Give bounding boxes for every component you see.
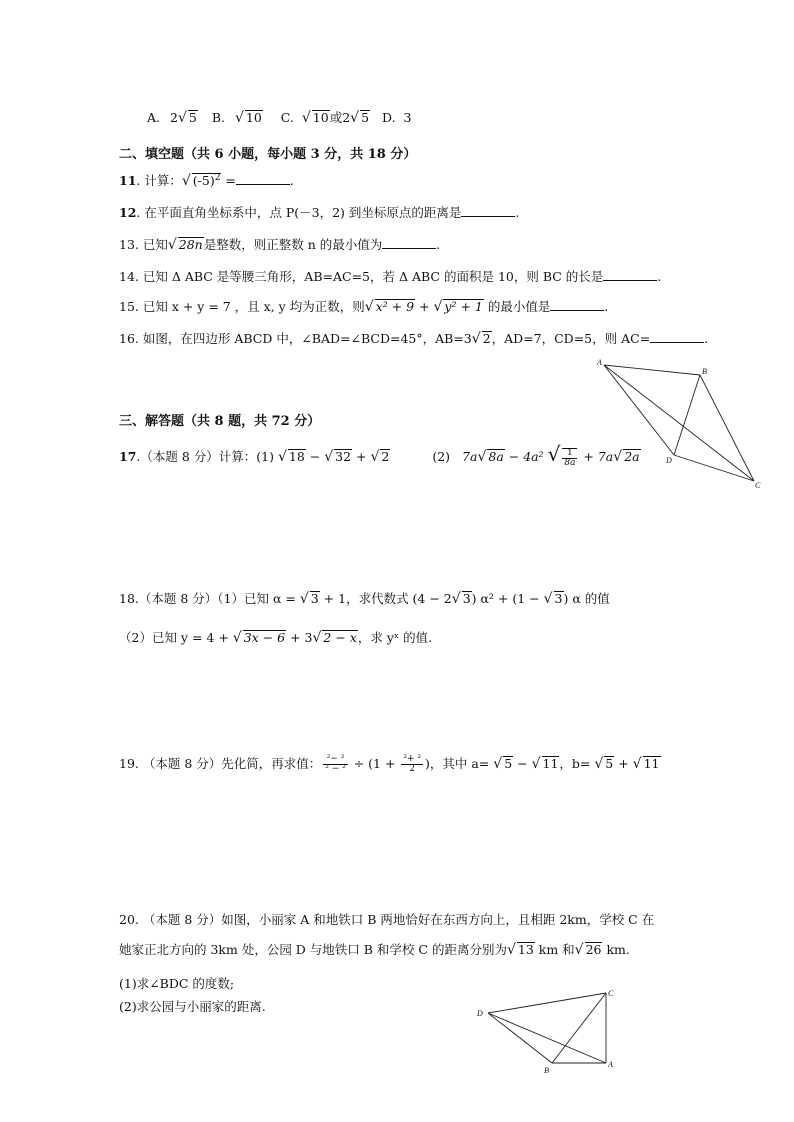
label-c: C: [755, 481, 761, 490]
question-17: 17.（本题 8 分）计算：(1) √ 18 − √ 32 + √ 2 (2) 7a√ 8a − 4a² √ $\frac{1}{8a}$ + 7a√ 2a: [119, 442, 640, 468]
question-12: 12. 在平面直角坐标系中，点 P(－3，2) 到坐标原点的距离是 .: [119, 205, 520, 220]
segment-dc: [488, 993, 606, 1013]
label-c: C: [608, 989, 614, 998]
segment-bc: [700, 375, 754, 481]
segment-da: [488, 1013, 606, 1063]
label-a: A: [608, 1060, 613, 1069]
segment-bd: [674, 375, 700, 455]
question-19: 19. （本题 8 分）先化简，再求值： $\frac{\text{²− ²}}{\text{² − ²}}$ ÷ (1 + $\frac{\text{²+ ²}}{2}$ )，其中 a= √ 5 − √ 11，b= √ 5 + √ 11: [119, 754, 660, 774]
question-11: 11. 计算：√ $(-5)^2$ = .: [119, 172, 294, 189]
section-3-title: 三、解答题（共 8 题，共 72 分）: [119, 414, 321, 429]
figure-quadrilateral-abcd: [592, 355, 764, 490]
segment-ab: [604, 365, 700, 375]
question-18-part-1: 18.（本题 8 分）（1）已知 α = √ 3 + 1，求代数式 (4 − 2√ 3) α² + (1 − √ 3) α 的值: [119, 591, 610, 607]
question-14: 14. 已知 Δ ABC 是等腰三角形，AB=AC=5，若 Δ ABC 的面积是 10，则 BC 的长是 .: [119, 269, 662, 284]
question-15: 15. 已知 x + y = 7 ，且 x, y 均为正数，则√ x² + 9 + √ y² + 1 的最小值是 .: [119, 299, 609, 315]
question-18-part-2: （2）已知 y = 4 + √ 3x − 6 + 3√ 2 − x，求 yˣ 的值.: [119, 630, 433, 646]
section-2-title: 二、填空题（共 6 小题，每小题 3 分，共 18 分）: [119, 147, 417, 162]
segment-bc: [552, 993, 606, 1063]
question-20-line-2: 她家正北方向的 3km 处，公园 D 与地铁口 B 和学校 C 的距离分别为√ 13 km 和√ 26 km.: [119, 942, 630, 958]
question-20-line-1: 20. （本题 8 分）如图，小丽家 A 和地铁口 B 两地恰好在东西方向上，且相距 2km，学校 C 在: [119, 912, 655, 927]
label-b: B: [544, 1066, 549, 1075]
choice-options: A. 2√ 5 B. √ 10 C. √ 10或2√ 5 D. 3: [147, 110, 412, 126]
label-b: B: [702, 367, 707, 376]
question-20-part-1: (1)求∠BDC 的度数;: [119, 976, 235, 991]
label-d: D: [477, 1009, 483, 1018]
label-a: A: [597, 358, 602, 367]
question-20-part-2: (2)求公园与小丽家的距离.: [119, 999, 266, 1014]
label-d: D: [666, 456, 672, 465]
segment-cd: [674, 455, 754, 481]
question-13: 13. 已知√ 28n是整数，则正整数 n 的最小值为 .: [119, 237, 441, 253]
figure-map-abcd: [470, 984, 630, 1080]
question-16: 16. 如图，在四边形 ABCD 中，∠BAD=∠BCD=45°，AB=3√ 2，AD=7，CD=5，则 AC= .: [119, 331, 709, 347]
segment-db: [488, 1013, 552, 1063]
